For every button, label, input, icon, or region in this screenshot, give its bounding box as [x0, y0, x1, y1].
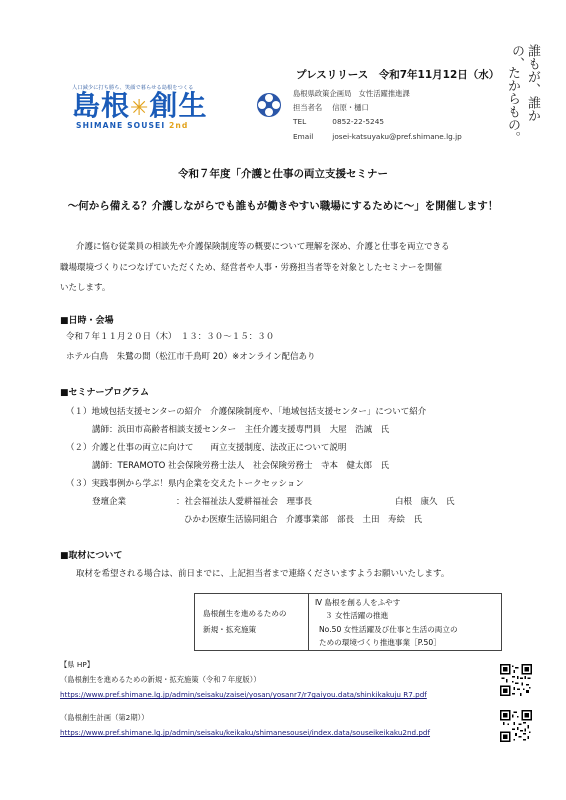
logo-edition: 2nd: [169, 121, 189, 130]
logo-sub-text: SHIMANE SOUSEI: [76, 121, 166, 130]
catchphrase-col1: 誰もが、誰かの、: [509, 44, 540, 122]
link1-label: （島根創生を進めるための新規・拡充施策（令和７年度版））: [60, 675, 261, 684]
tel-value: 0852-22-5245: [332, 117, 384, 126]
program-item-2-speaker: 講師：TERAMOTO 社会保険労務士法人 社会保険労務士 寺本 健太郎 氏: [92, 461, 390, 471]
logo-main-right: 創生: [149, 89, 208, 122]
program-item-3-company-1: ：社会福祉法人愛耕福祉会 理事長: [176, 497, 313, 507]
program-item-1: （１）地域包括支援センターの紹介 介護保険制度や、「地域包括支援センター」について紹介: [66, 407, 427, 417]
program-item-2: （２）介護と仕事の両立に向けて 両立支援制度、法改正について説明: [66, 443, 347, 453]
contact-value: 信原・樋口: [332, 103, 369, 112]
schedule-date: 令和７年１１月２０日（木） １３：３０～１５：３０: [66, 332, 275, 342]
program-item-3-person-1: 白根 康久 氏: [395, 497, 455, 507]
intro-line-1: 介護に悩む従業員の相談先や介護保険制度等の概要について理解を深め、介護と仕事を両立できる: [76, 242, 450, 252]
program-item-3: （３）実践事例から学ぶ！県内企業を交えたトークセッション: [66, 479, 304, 489]
logo-star-icon: ✳: [130, 96, 150, 121]
shimane-emblem-icon: [256, 92, 282, 118]
policy-right-line1: Ⅳ 島根を創る人をふやす: [315, 598, 401, 607]
link2-label: （島根創生計画（第2期））: [60, 713, 149, 722]
catchphrase-col2: たからもの。: [505, 66, 520, 144]
hp-heading: 【県 HP】: [60, 660, 95, 669]
schedule-heading: ■日時・会場: [60, 316, 114, 326]
logo-main-left: 島根: [72, 89, 131, 122]
qr-code-icon[interactable]: [500, 710, 532, 742]
press-department: 島根県政策企画局 女性活躍推進課: [293, 89, 410, 98]
policy-right-line4: ための環境づくり推進事業［P.50］: [319, 638, 441, 647]
link1-url[interactable]: https://www.pref.shimane.lg.jp/admin/seisaku/zaisei/yosan/yosanr7/r7gaiyou.data/shinkikakuju R7.pdf: [60, 690, 427, 699]
intro-line-2: 職場環境づくりにつなげていただくため、経営者や人事・労務担当者等を対象としたセミナーを開催: [60, 263, 442, 273]
contact-label: 担当者名: [293, 103, 323, 112]
coverage-text: 取材を希望される場合は、前日までに、上記担当者まで連絡くださいますようお願いいたします。: [76, 569, 450, 579]
logo-subtitle: [76, 121, 188, 130]
press-contact: [293, 103, 369, 112]
press-tel: [293, 117, 384, 126]
tel-label: TEL: [293, 117, 307, 126]
policy-box: [194, 593, 502, 651]
qr-code-icon[interactable]: [500, 664, 532, 696]
policy-left-line1: 島根創生を進めるための: [203, 609, 287, 618]
catchphrase: [482, 44, 542, 144]
coverage-heading: ■取材について: [60, 551, 123, 561]
email-value[interactable]: josei-katsuyaku@pref.shimane.lg.jp: [332, 132, 462, 141]
press-email: [293, 132, 462, 141]
press-release-date: プレスリリース 令和7年11月12日（水）: [296, 69, 500, 81]
program-item-1-speaker: 講師：浜田市高齢者相談支援センター 主任介護支援専門員 大屋 浩誠 氏: [92, 425, 390, 435]
policy-left-line2: 新規・拡充施策: [203, 625, 257, 634]
logo-tagline: 人口減少に打ち勝ち、笑顔で暮らせる島根をつくる: [72, 85, 194, 91]
schedule-venue: ホテル白鳥 朱鷺の間（松江市千鳥町 20）※オンライン配信あり: [66, 352, 316, 362]
program-item-3-company-2: ひかわ医療生活協同組合 介護事業部 部長 土田 寿絵 氏: [184, 515, 423, 525]
shimane-sousei-logo: [72, 89, 208, 123]
seminar-title-line2: ～何から備える？介護しながらでも誰もが働きやすい職場にするために～」を開催します！: [67, 200, 499, 212]
seminar-title-line1: 令和７年度「介護と仕事の両立支援セミナー: [178, 168, 388, 180]
email-label: Email: [293, 132, 314, 141]
link2-url[interactable]: https://www.pref.shimane.lg.jp/admin/seisaku/keikaku/shimanesousei/index.data/souseikeikaku2nd.pdf: [60, 728, 431, 737]
intro-line-3: いたします。: [60, 283, 111, 293]
policy-box-divider: [308, 594, 309, 650]
policy-right-line2: ３ 女性活躍の推進: [325, 611, 389, 620]
policy-right-line3: No.50 女性活躍及び仕事と生活の両立の: [319, 625, 458, 634]
program-heading: ■セミナープログラム: [60, 388, 149, 398]
program-item-3-label: 登壇企業: [92, 497, 127, 507]
